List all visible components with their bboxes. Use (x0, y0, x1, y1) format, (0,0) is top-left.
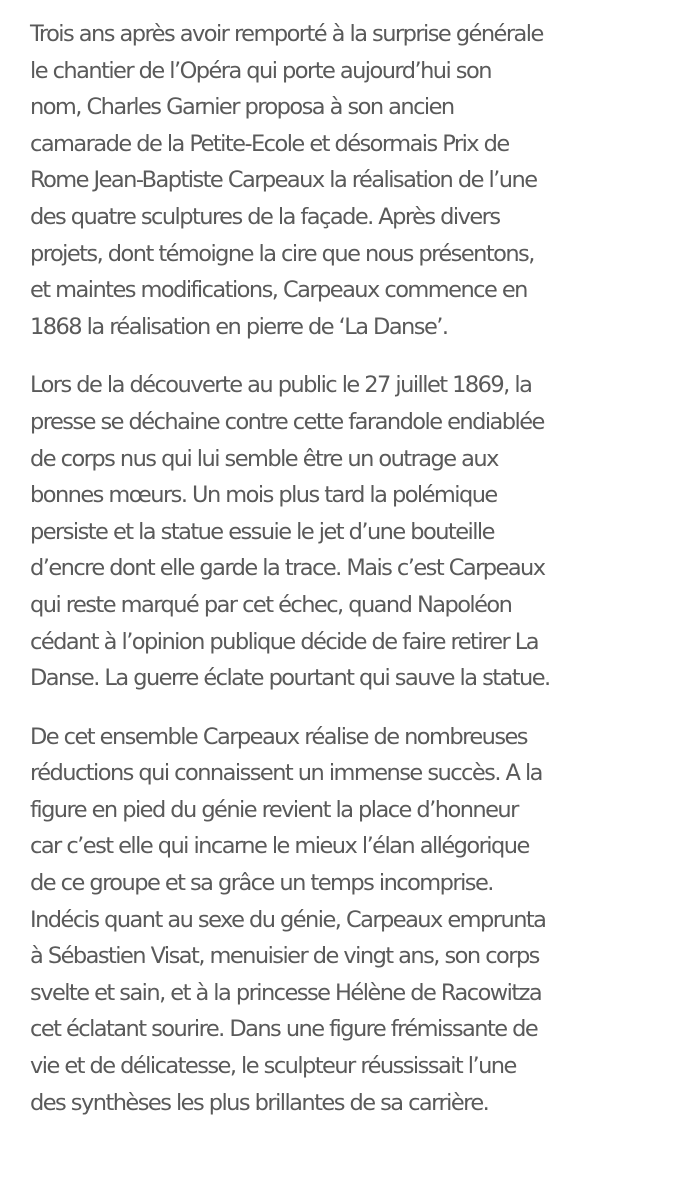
paragraph-line: d’encre dont elle garde la trace. Mais c’est Carpeaux (30, 555, 545, 582)
paragraph-line: cédant à l’opinion publique décide de faire retirer La (30, 628, 539, 655)
paragraph-line: et maintes modifications, Carpeaux commence en (30, 277, 527, 304)
paragraph-line: des synthèses les plus brillantes de sa carrière. (30, 1089, 489, 1116)
paragraph-line: le chantier de l’Opéra qui porte aujourd’hui son (30, 57, 491, 84)
paragraph-line: persiste et la statue essuie le jet d’une bouteille (30, 518, 494, 545)
paragraph-line: Indécis quant au sexe du génie, Carpeaux emprunta (30, 906, 546, 933)
paragraph-line: réductions qui connaissent un immense succès. A la (30, 760, 542, 787)
paragraph-line: cet éclatant sourire. Dans une figure frémissante de (30, 1016, 538, 1043)
paragraph-line: projets, dont témoigne la cire que nous présentons, (30, 240, 534, 267)
paragraph-line: camarade de la Petite-Ecole et désormais Prix de (30, 130, 509, 157)
paragraph-line: de ce groupe et sa grâce un temps incomprise. (30, 870, 493, 897)
paragraph-line: svelte et sain, et à la princesse Hélène de Racowitza (30, 979, 542, 1006)
paragraph-line: à Sébastien Visat, menuisier de vingt ans, son corps (30, 943, 539, 970)
paragraph-line: 1868 la réalisation en pierre de ‘La Danse’. (30, 313, 448, 340)
paragraph-line: qui reste marqué par cet échec, quand Napoléon (30, 591, 512, 618)
paragraph-line: bonnes mœurs. Un mois plus tard la polémique (30, 482, 497, 509)
paragraph-line: Lors de la découverte au public le 27 juillet 1869, la (30, 372, 532, 399)
paragraph-line: Danse. La guerre éclate pourtant qui sauve la statue. (30, 665, 550, 692)
paragraph-line: de corps nus qui lui semble être un outrage aux (30, 445, 498, 472)
paragraph-line: Trois ans après avoir remporté à la surprise générale (30, 21, 543, 47)
paragraph-3 (30, 719, 700, 1122)
article-body (30, 16, 700, 1143)
paragraph-line: presse se déchaine contre cette farandole endiablée (30, 408, 544, 435)
paragraph-line: car c’est elle qui incarne le mieux l’élan allégorique (30, 833, 529, 860)
paragraph-line: Rome Jean-Baptiste Carpeaux la réalisation de l’une (30, 167, 537, 194)
paragraph-line: De cet ensemble Carpeaux réalise de nombreuses (30, 723, 527, 750)
paragraph-line: nom, Charles Garnier proposa à son ancien (30, 94, 454, 121)
paragraph-line: des quatre sculptures de la façade. Après divers (30, 203, 500, 230)
paragraph-1 (30, 16, 700, 345)
paragraph-line: figure en pied du génie revient la place d’honneur (30, 796, 518, 823)
paragraph-line: vie et de délicatesse, le sculpteur réussissait l’une (30, 1053, 516, 1080)
paragraph-2 (30, 367, 700, 696)
